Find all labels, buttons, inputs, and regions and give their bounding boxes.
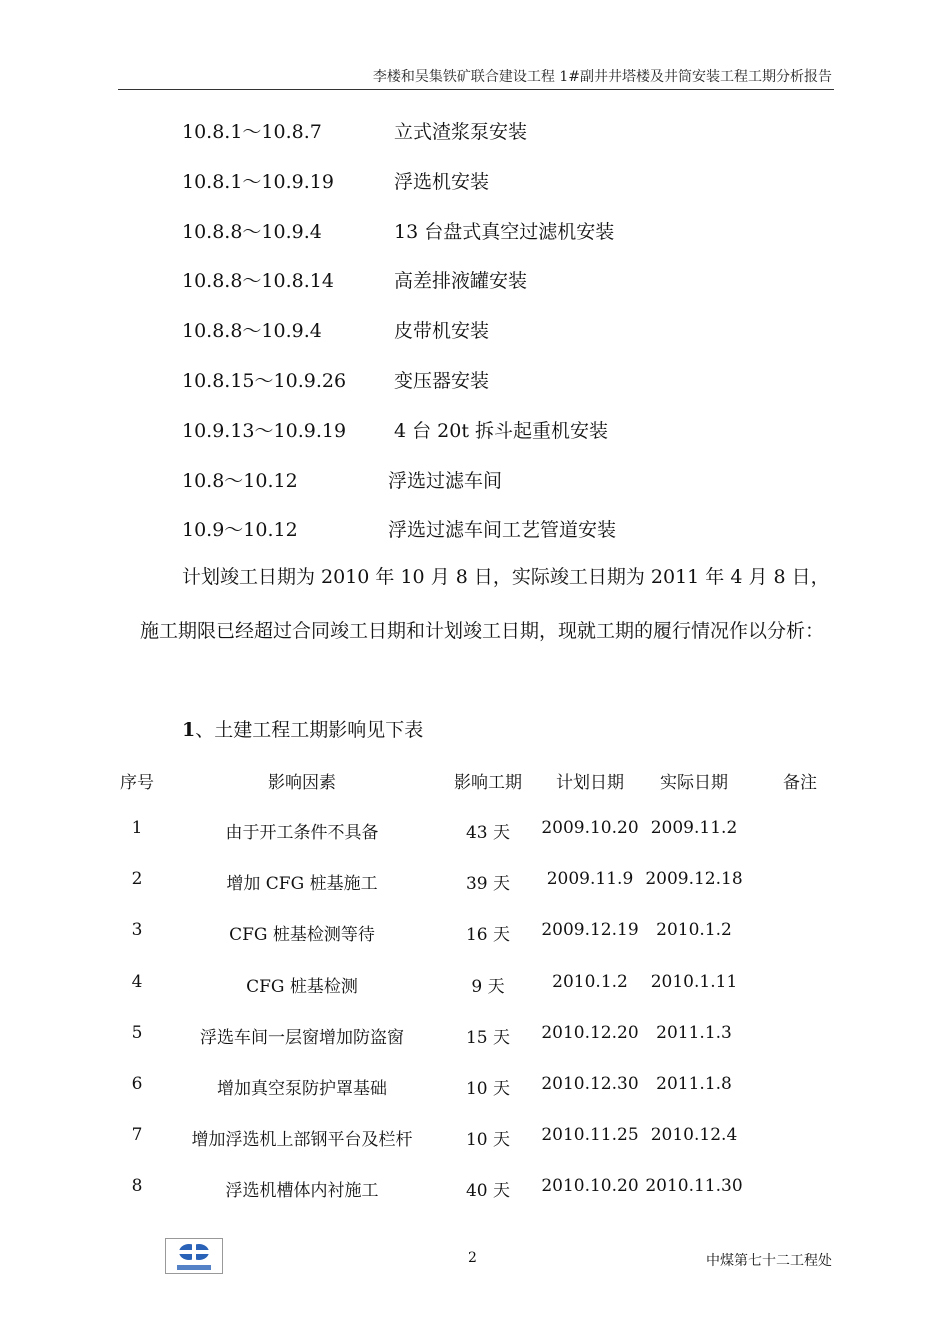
schedule-task: 13 台盘式真空过滤机安装 (394, 221, 615, 243)
table-cell: 2009.12.18 (645, 869, 743, 890)
table-header-cell: 备注 (783, 773, 817, 793)
schedule-date: 10.8.1～10.8.7 (182, 121, 322, 143)
schedule-task: 4 台 20t 拆斗起重机安装 (394, 420, 609, 442)
table-cell: 2010.10.20 (541, 1176, 639, 1197)
schedule-date: 10.8.1～10.9.19 (182, 171, 334, 193)
schedule-date: 10.8.8～10.9.4 (182, 320, 322, 342)
schedule-task: 立式渣浆泵安装 (394, 121, 528, 143)
table-cell: 浮选机槽体内衬施工 (225, 1181, 379, 1202)
table-cell: 由于开工条件不具备 (225, 823, 379, 843)
table-cell: CFG 桩基检测等待 (229, 925, 375, 946)
table-cell: 6 (131, 1074, 143, 1094)
table-cell: 2010.1.2 (552, 971, 628, 992)
table-cell: 10 天 (465, 1079, 511, 1099)
table-cell: 2009.11.9 (546, 869, 634, 890)
schedule-date: 10.9.13～10.9.19 (182, 420, 347, 442)
schedule-date: 10.9～10.12 (182, 519, 298, 541)
table-header-cell: 序号 (120, 773, 154, 793)
table-header-cell: 计划日期 (556, 773, 624, 793)
section-number: 1 (182, 719, 196, 741)
table-cell: 2010.11.25 (541, 1125, 639, 1146)
table-cell: 2009.12.19 (541, 920, 639, 941)
table-header-cell: 实际日期 (660, 773, 728, 793)
table-cell: 40 天 (465, 1181, 511, 1202)
table-cell: 2009.11.2 (650, 818, 738, 838)
body-paragraph (140, 550, 840, 658)
table-cell: 1 (131, 818, 143, 838)
table-cell: 增加浮选机上部钢平台及栏杆 (191, 1130, 413, 1151)
table-cell: 9 天 (471, 976, 505, 997)
table-cell: 43 天 (465, 823, 511, 843)
table-cell: 39 天 (465, 874, 511, 895)
section-title: 、土建工程工期影响见下表 (195, 719, 424, 741)
table-cell: 16 天 (465, 925, 511, 946)
table-cell: 2009.10.20 (541, 818, 639, 838)
table-cell: 10 天 (465, 1130, 511, 1151)
schedule-task: 高差排液罐安装 (394, 270, 528, 292)
company-logo (165, 1238, 223, 1274)
schedule-task: 皮带机安装 (394, 320, 490, 342)
table-cell: 2011.1.8 (656, 1074, 732, 1094)
table-cell: 增加 CFG 桩基施工 (226, 874, 378, 895)
table-cell: 4 (131, 971, 143, 992)
table-cell: 2010.11.30 (645, 1176, 743, 1197)
table-cell: 5 (131, 1022, 143, 1043)
schedule-task: 浮选过滤车间工艺管道安装 (388, 519, 617, 541)
table-cell: 2010.12.30 (541, 1074, 639, 1094)
table-cell: 2010.1.2 (656, 920, 732, 941)
table-cell: 2010.1.11 (650, 971, 738, 992)
schedule-date: 10.8.8～10.9.4 (182, 221, 322, 243)
table-cell: 增加真空泵防护罩基础 (217, 1079, 387, 1099)
table-cell: 2 (131, 869, 143, 890)
table-cell: 8 (131, 1176, 143, 1197)
footer-organization: 中煤第七十二工程处 (706, 1253, 832, 1269)
table-cell: CFG 桩基检测 (246, 976, 358, 997)
table-cell: 2010.12.20 (541, 1022, 639, 1043)
page-number: 2 (468, 1250, 477, 1266)
paragraph-text: 计划竣工日期为 2010 年 10 月 8 日，实际竣工日期为 2011 年 4 月 8 日，施工期限已经超过合同竣工日期和计划竣工日期，现就工期的履行情况作以分析： (140, 566, 830, 642)
schedule-date: 10.8.15～10.9.26 (182, 370, 347, 392)
schedule-task: 浮选过滤车间 (388, 470, 503, 492)
document-header: 李楼和吴集铁矿联合建设工程 1#副井井塔楼及井筒安装工程工期分析报告 (372, 69, 832, 85)
table-header-cell: 影响工期 (454, 773, 522, 793)
schedule-task: 变压器安装 (394, 370, 490, 392)
table-header-cell: 影响因素 (268, 773, 336, 793)
schedule-date: 10.8～10.12 (182, 470, 298, 492)
section-heading (182, 715, 423, 742)
table-cell: 7 (131, 1125, 143, 1146)
table-cell: 2010.12.4 (650, 1125, 738, 1146)
table-cell: 15 天 (465, 1027, 511, 1048)
header-divider (118, 89, 834, 90)
schedule-task: 浮选机安装 (394, 171, 490, 193)
table-cell: 2011.1.3 (656, 1022, 732, 1043)
table-cell: 浮选车间一层窗增加防盗窗 (200, 1027, 404, 1048)
schedule-date: 10.8.8～10.8.14 (182, 270, 334, 292)
table-cell: 3 (131, 920, 143, 941)
